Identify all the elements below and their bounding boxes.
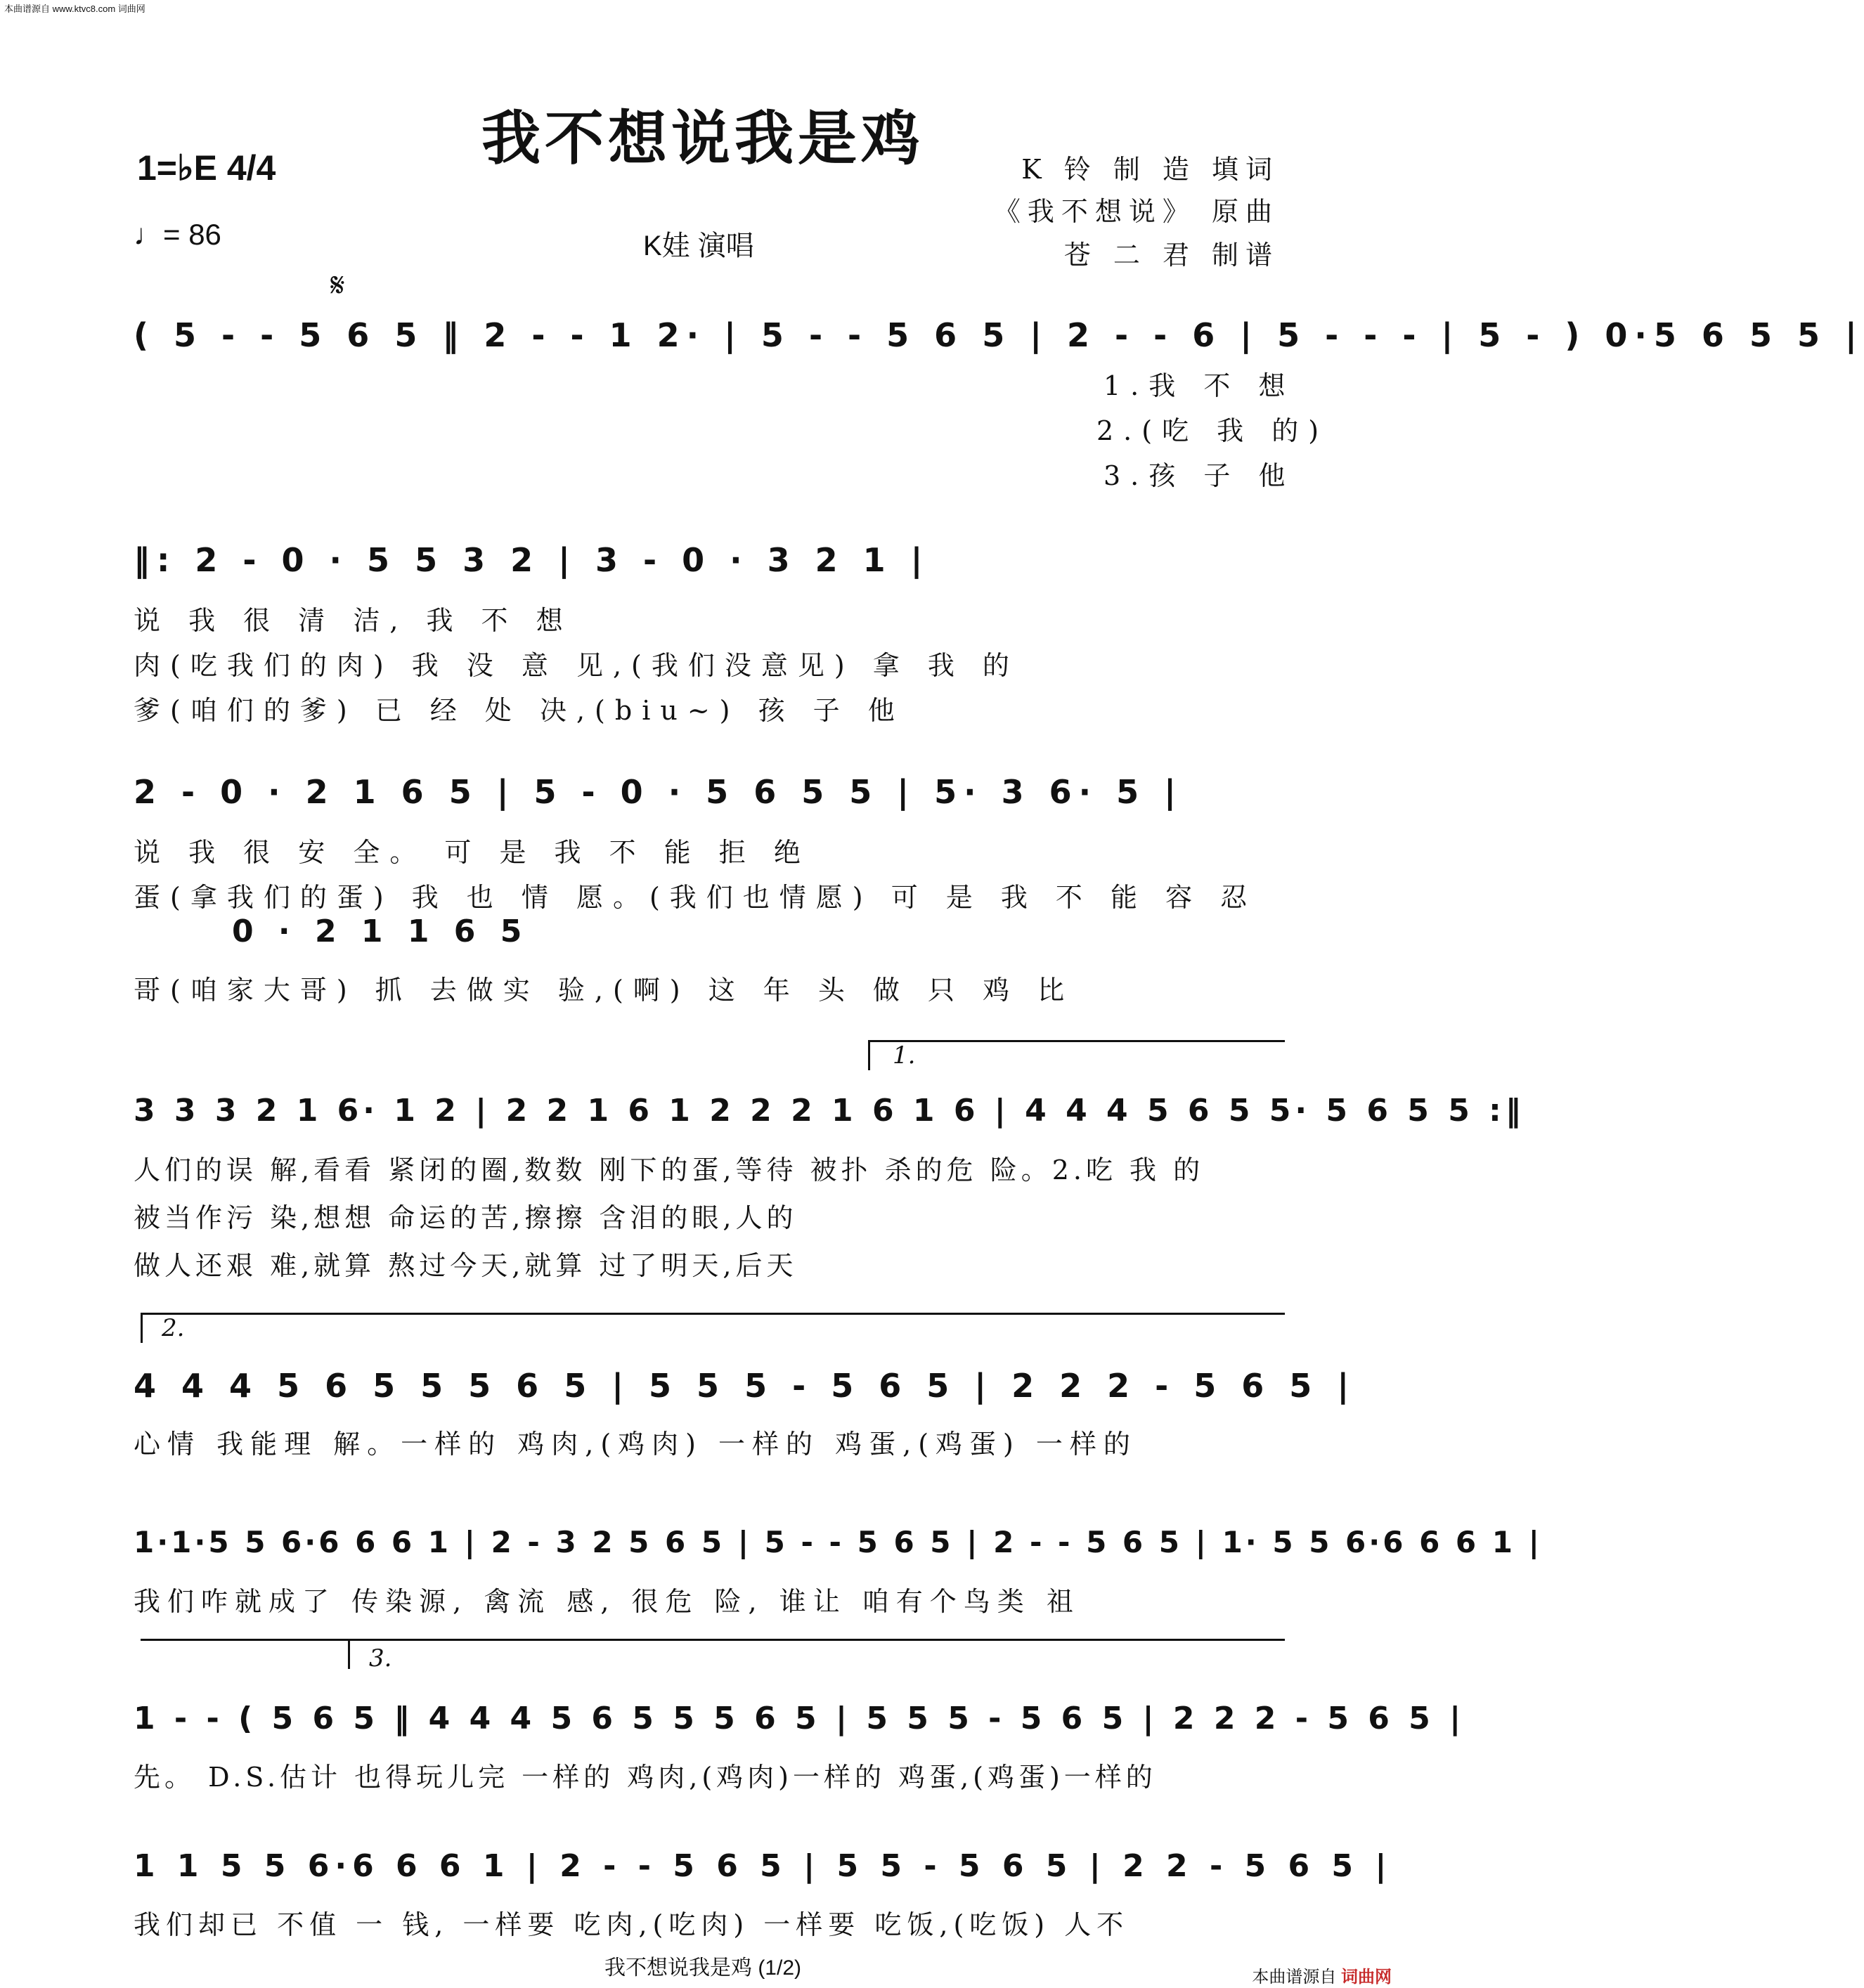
volta-label: 1.	[893, 1041, 916, 1070]
notation-row: ‖: 2 - 0 · 5 5 3 2 | 3 - 0 · 3 2 1 |	[134, 541, 930, 579]
volta-bracket	[348, 1639, 1285, 1669]
lyric-line: 说 我 很 安 全。 可 是 我 不 能 拒 绝	[134, 837, 810, 868]
lyric-line: 3.孩 子 他	[1103, 460, 1295, 491]
lyricist-credit: K 铃 制 造 填词	[1021, 154, 1279, 185]
segno-sign: 𝄋	[330, 266, 345, 305]
lyric-line: 说 我 很 清 洁, 我 不 想	[134, 605, 573, 636]
page-footer: 我不想说我是鸡 (1/2)	[604, 1956, 802, 1980]
key-signature: 1=♭E 4/4	[137, 148, 276, 188]
volta-label: 3.	[369, 1644, 392, 1672]
lyric-line: 我们却已 不值 一 钱, 一样要 吃肉,(吃肉) 一样要 吃饭,(吃饭) 人不	[134, 1909, 1130, 1940]
lyric-line: 爹(咱们的爹) 已 经 处 决,(biu~) 孩 子 他	[134, 695, 905, 726]
lyric-line: 先。 D.S.估计 也得玩儿完 一样的 鸡肉,(鸡肉)一样的 鸡蛋,(鸡蛋)一样的	[134, 1762, 1157, 1793]
singer-credit: K娃 演唱	[643, 230, 754, 261]
notation-row: 2 - 0 · 2 1 6 5 | 5 - 0 · 5 6 5 5 | 5· 3 6· 5 |	[134, 773, 1183, 811]
lyric-line: 做人还艰 难,就算 熬过今天,就算 过了明天,后天	[134, 1250, 798, 1281]
arranger-credit: 苍 二 君 制谱	[1063, 240, 1279, 271]
lyric-line: 我们咋就成了 传染源, 禽流 感, 很危 险, 谁让 咱有个鸟类 祖	[134, 1586, 1080, 1617]
song-title: 我不想说我是鸡	[481, 103, 924, 173]
lyric-line: 1.我 不 想	[1103, 370, 1295, 401]
notation-row: 1 1 5 5 6·6 6 6 1 | 2 - - 5 6 5 | 5 5 - 5 6 5 | 2 2 - 5 6 5 |	[134, 1848, 1392, 1884]
notation-row: ( 5 - - 5 6 5 ‖ 2 - - 1 2· | 5 - - 5 6 5 | 2 - - 6 | 5 - - - | 5 - ) 0·5 6 5 5 |	[134, 316, 1864, 354]
composer-credit: 《我不想说》 原曲	[993, 196, 1279, 227]
lyric-line: 蛋(拿我们的蛋) 我 也 情 愿。(我们也情愿) 可 是 我 不 能 容 忍	[134, 882, 1257, 913]
brand-mark	[1252, 1963, 1392, 1987]
tempo-marking: ♩= 86	[134, 218, 221, 251]
volta-label: 2.	[162, 1314, 185, 1342]
alt-notation-row: 0 · 2 1 1 6 5	[232, 914, 529, 949]
notation-row: 4 4 4 5 6 5 5 5 6 5 | 5 5 5 - 5 6 5 | 2 2 2 - 5 6 5 |	[134, 1367, 1357, 1405]
brand-right: 词曲网	[1341, 1968, 1392, 1987]
brand-left: 本曲谱源自	[1252, 1968, 1337, 1987]
lyric-line: 肉(吃我们的肉) 我 没 意 见,(我们没意见) 拿 我 的	[134, 650, 1019, 681]
lyric-line: 被当作污 染,想想 命运的苦,擦擦 含泪的眼,人的	[134, 1202, 798, 1233]
lyric-line: 心情 我能理 解。一样的 鸡肉,(鸡肉) 一样的 鸡蛋,(鸡蛋) 一样的	[134, 1429, 1137, 1460]
notation-row: 1·1·5 5 6·6 6 6 1 | 2 - 3 2 5 6 5 | 5 - - 5 6 5 | 2 - - 5 6 5 | 1· 5 5 6·6 6 6 1 |	[134, 1525, 1542, 1559]
site-label: 本曲谱源自 www.ktvc8.com 词曲网	[4, 4, 145, 14]
lyric-line: 哥(咱家大哥) 抓 去做实 验,(啊) 这 年 头 做 只 鸡 比	[134, 975, 1075, 1006]
lyric-line: 2.(吃 我 的)	[1096, 415, 1329, 446]
notation-row: 1 - - ( 5 6 5 ‖ 4 4 4 5 6 5 5 5 6 5 | 5 5 5 - 5 6 5 | 2 2 2 - 5 6 5 |	[134, 1701, 1465, 1736]
notation-row: 3 3 3 2 1 6· 1 2 | 2 2 1 6 1 2 2 2 1 6 1 6 | 4 4 4 5 6 5 5· 5 6 5 5 :‖	[134, 1093, 1525, 1129]
lyric-line: 人们的误 解,看看 紧闭的圈,数数 刚下的蛋,等待 被扑 杀的危 险。2.吃 我 的	[134, 1155, 1205, 1185]
